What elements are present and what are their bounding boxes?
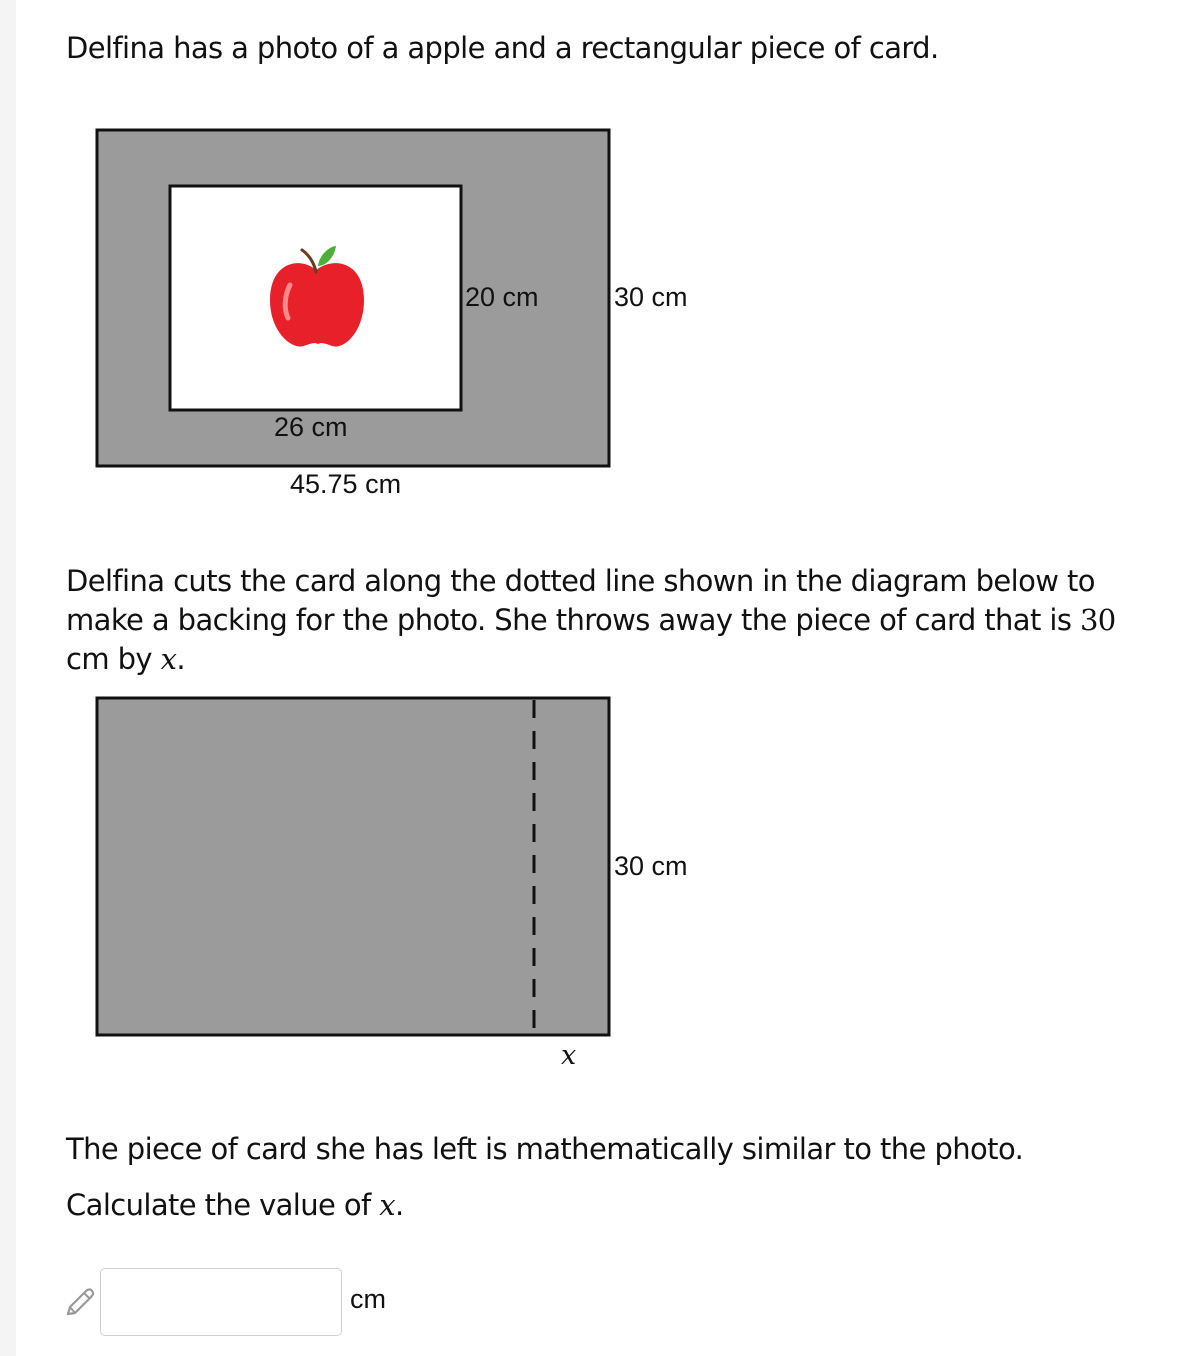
card-width-label: 45.75 cm <box>290 469 402 499</box>
answer-row <box>62 1268 462 1338</box>
card-height-label: 30 cm <box>614 282 688 312</box>
answer-unit: cm <box>350 1284 386 1314</box>
cut-width-label: x <box>561 1040 577 1071</box>
diagram-photo-and-card <box>0 0 800 520</box>
similar-text: The piece of card she has left is mathematically similar to the photo. <box>66 1132 1024 1166</box>
pencil-icon <box>62 1286 96 1320</box>
card2-height-label: 30 cm <box>614 851 688 881</box>
photo-height-label: 20 cm <box>465 282 539 312</box>
cut-instructions-text: Delfina cuts the card along the dotted line shown in the diagram below to make a backing for the photo. She throws away the piece of card that is 30 cm by x. <box>66 564 1116 676</box>
calculate-text: Calculate the value of x. <box>66 1188 404 1222</box>
intro-text: Delfina has a photo of a apple and a rectangular piece of card. <box>66 31 939 65</box>
photo-width-label: 26 cm <box>274 412 348 442</box>
answer-input[interactable] <box>100 1268 342 1336</box>
diagram-cut-card <box>0 680 800 1090</box>
card-rectangle-2 <box>97 698 609 1035</box>
